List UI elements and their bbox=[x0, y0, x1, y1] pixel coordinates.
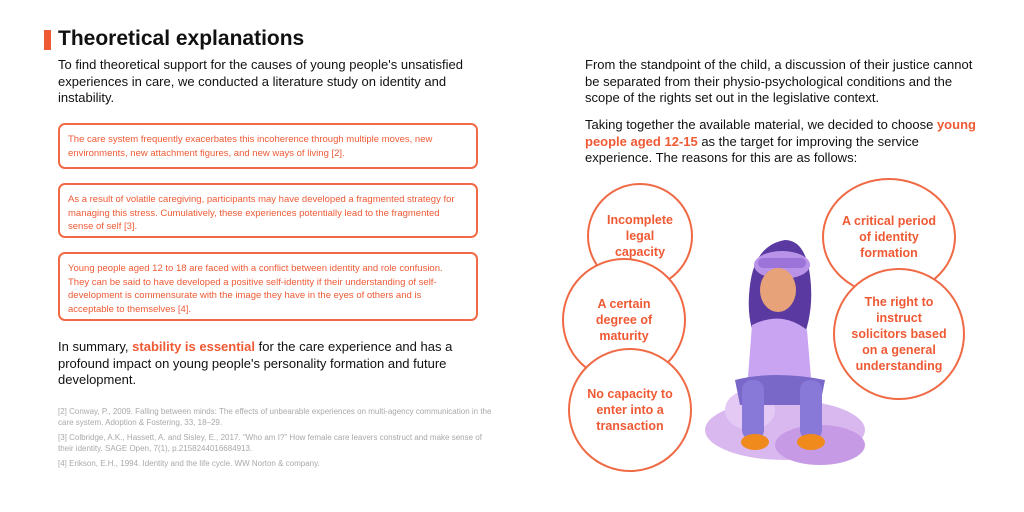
para2-after: as the target for improving the service experience. The reasons for this are as follows: bbox=[585, 133, 919, 165]
heading-accent-bar bbox=[44, 30, 51, 50]
reference-item: [3] Colbridge, A.K., Hassett, A. and Sisley, E., 2017. "Who am I?" How female care leavers construct and make sense of their identity. SAGE Open, 7(1), p.2158244016684913. bbox=[58, 433, 482, 453]
reference-item: [4] Erikson, E.H., 1994. Identity and the life cycle. WW Norton & company. bbox=[58, 459, 320, 468]
quote-box: As a result of volatile caregiving, participants may have developed a fragmented strategy for managing this stress. Cumulatively, these experiences potentially lead to the fragmented sense of self [3]. bbox=[58, 183, 478, 238]
summary-highlight: stability is essential bbox=[132, 339, 256, 354]
reference-item: [2] Conway, P., 2009. Falling between minds: The effects of unbearable experiences on multi-agency communication in the care system. Adoption & Fostering, 33, 18–29. bbox=[58, 407, 492, 427]
right-paragraph-2 bbox=[585, 117, 985, 167]
summary-after: for the care experience and has a profound impact on young people's personality formation and future development. bbox=[58, 339, 453, 387]
reason-circle: The right to instruct solicitors based on a general understanding bbox=[833, 268, 965, 400]
para2-highlight: young people aged 12-15 bbox=[585, 117, 976, 149]
summary-text bbox=[58, 339, 498, 389]
references bbox=[58, 406, 498, 473]
reason-circle: No capacity to enter into a transaction bbox=[568, 348, 692, 472]
right-paragraph-1: From the standpoint of the child, a discussion of their justice cannot be separated from their physio-psychological conditions and the scope of the rights set out in the legislative context. bbox=[585, 57, 973, 105]
page-title: Theoretical explanations bbox=[58, 27, 305, 50]
reason-circle: A certain degree of maturity bbox=[562, 258, 686, 382]
reason-circle: Incomplete legal capacity bbox=[587, 183, 693, 289]
reason-circle: A critical period of identity formation bbox=[822, 178, 956, 296]
para2-before: Taking together the available material, we decided to choose bbox=[585, 117, 937, 132]
quote-box: Young people aged 12 to 18 are faced with a conflict between identity and role confusion. They can be said to have developed a positive self-identity if their understanding of self-development is commensurate with the image they have in the eyes of others and is acceptable to themselves [4]. bbox=[58, 252, 478, 321]
summary-before: In summary, bbox=[58, 339, 133, 354]
quote-box: The care system frequently exacerbates this incoherence through multiple moves, new environments, new attachment figures, and new ways of living [2]. bbox=[58, 123, 478, 169]
intro-text: To find theoretical support for the causes of young people's unsatisfied experiences in care, we conducted a literature study on identity and instability. bbox=[58, 57, 464, 105]
